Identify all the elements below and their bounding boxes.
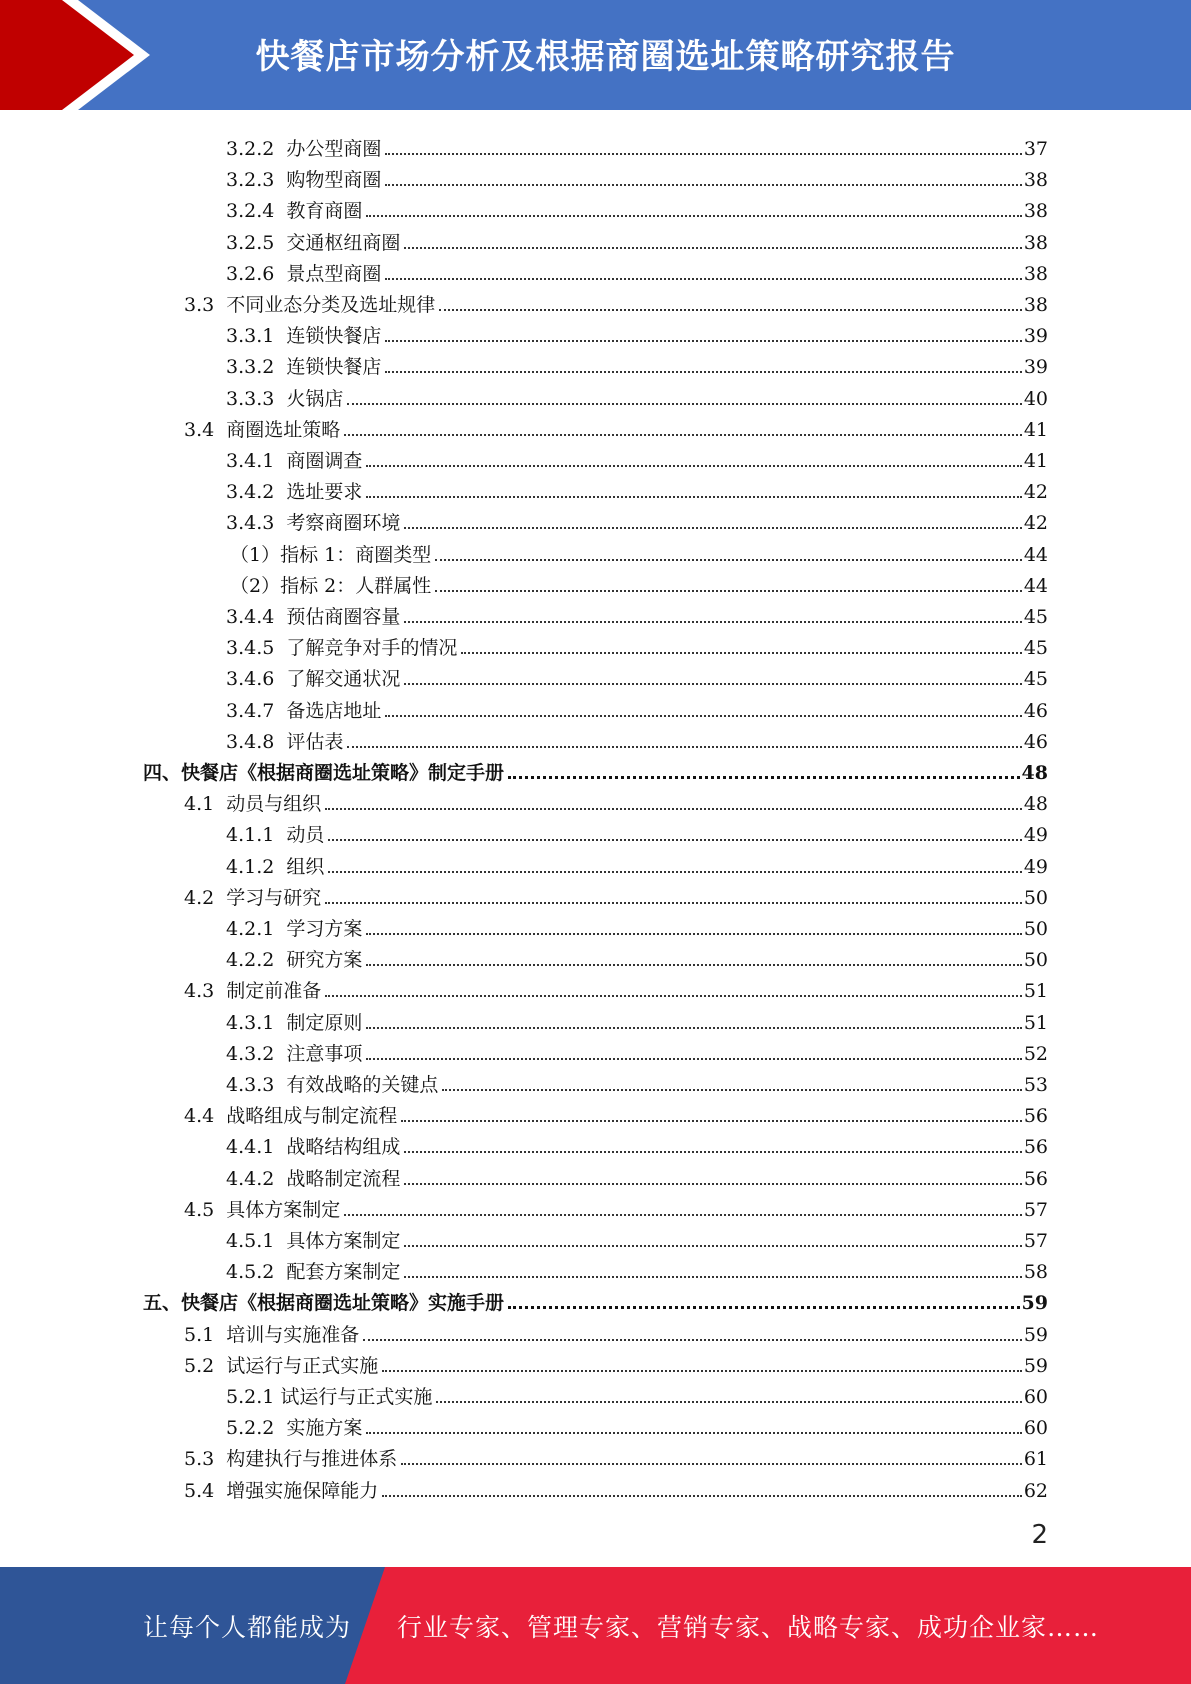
toc-dot-leader (366, 1027, 1021, 1029)
toc-dot-leader (404, 247, 1021, 249)
toc-entry-page: 56 (1023, 1105, 1048, 1128)
toc-entry-page: 44 (1023, 574, 1048, 597)
toc-entry[interactable] (184, 877, 1048, 908)
toc-entry-page: 56 (1023, 1167, 1048, 1190)
toc-entry[interactable] (184, 1189, 1048, 1220)
toc-entry-page: 46 (1023, 730, 1048, 753)
toc-entry[interactable] (226, 1251, 1048, 1282)
toc-entry-label: 4.1 动员与组织 (184, 793, 322, 816)
toc-dot-leader (366, 496, 1021, 498)
toc-dot-leader (347, 403, 1021, 405)
toc-entry[interactable] (226, 190, 1048, 221)
toc-entry-label: 3.3.2 连锁快餐店 (226, 356, 382, 379)
toc-dot-leader (508, 1306, 1020, 1309)
toc-entry[interactable] (184, 409, 1048, 440)
page-number: 2 (1031, 1520, 1048, 1550)
toc-dot-leader (439, 309, 1022, 311)
toc-entry-label: 5.4 增强实施保障能力 (184, 1479, 379, 1502)
toc-dot-leader (344, 434, 1022, 436)
toc-entry-label: 3.4.7 备选店地址 (226, 699, 382, 722)
toc-dot-leader (404, 527, 1021, 529)
toc-entry[interactable] (226, 1220, 1048, 1251)
toc-entry[interactable] (226, 378, 1048, 409)
toc-dot-leader (442, 1089, 1021, 1091)
toc-entry-label: 3.4.4 预估商圈容量 (226, 606, 401, 628)
toc-entry-page: 48 (1023, 793, 1048, 816)
toc-entry[interactable] (226, 1126, 1048, 1157)
toc-entry-label: 4.2.1 学习方案 (226, 918, 363, 940)
toc-entry-label: 3.2.5 交通枢纽商圈 (226, 231, 401, 254)
toc-dot-leader (382, 1370, 1022, 1372)
toc-entry[interactable] (184, 284, 1048, 315)
toc-entry[interactable] (143, 1282, 1048, 1313)
toc-entry-page: 38 (1023, 262, 1048, 285)
toc-entry-page: 41 (1023, 450, 1048, 472)
toc-entry[interactable] (226, 596, 1048, 627)
toc-dot-leader (385, 371, 1021, 373)
toc-entry-label: 3.4.3 考察商圈环境 (226, 512, 401, 535)
toc-entry-page: 37 (1023, 138, 1048, 160)
toc-entry[interactable] (230, 565, 1048, 596)
toc-entry-label: 3.4.2 选址要求 (226, 481, 363, 504)
toc-entry[interactable] (184, 970, 1048, 1001)
toc-entry-label: 4.4.2 战略制定流程 (226, 1167, 401, 1190)
toc-entry-page: 53 (1023, 1074, 1048, 1096)
toc-entry-page: 60 (1023, 1386, 1048, 1408)
toc-entry-label: 5.2.1 试运行与正式实施 (226, 1386, 433, 1408)
toc-entry[interactable] (230, 534, 1048, 565)
toc-entry-page: 45 (1023, 606, 1048, 628)
toc-entry-label: 五、快餐店《根据商圈选址策略》实施手册 (143, 1292, 505, 1315)
toc-entry-label: 3.4.5 了解竞争对手的情况 (226, 637, 458, 660)
toc-entry-page: 48 (1021, 762, 1048, 784)
toc-entry-label: 4.2.2 研究方案 (226, 949, 363, 972)
toc-entry[interactable] (226, 1376, 1048, 1407)
toc-entry-page: 50 (1023, 918, 1048, 940)
toc-entry-page: 62 (1023, 1479, 1048, 1502)
toc-entry-label: 3.2.2 办公型商圈 (226, 138, 382, 160)
toc-entry-label: （2）指标 2：人群属性 (230, 574, 432, 597)
toc-entry-page: 59 (1023, 1323, 1048, 1346)
toc-entry-page: 45 (1023, 668, 1048, 691)
toc-dot-leader (385, 715, 1021, 717)
toc-entry[interactable] (226, 846, 1048, 877)
toc-entry[interactable] (226, 1002, 1048, 1033)
toc-dot-leader (385, 184, 1021, 186)
toc-entry-page: 39 (1023, 325, 1048, 348)
toc-dot-leader (325, 808, 1022, 810)
toc-entry-page: 59 (1021, 1292, 1048, 1315)
toc-entry-label: 4.3.1 制定原则 (226, 1011, 363, 1034)
toc-entry[interactable] (226, 1407, 1048, 1438)
toc-entry-page: 38 (1023, 200, 1048, 223)
toc-entry-page: 42 (1023, 512, 1048, 535)
toc-dot-leader (404, 1276, 1021, 1278)
toc-entry-label: 4.1.2 组织 (226, 855, 325, 878)
toc-entry-label: 3.2.6 景点型商圈 (226, 262, 382, 285)
toc-dot-leader (366, 465, 1021, 467)
toc-entry[interactable] (184, 1095, 1048, 1126)
toc-dot-leader (404, 621, 1021, 623)
toc-dot-leader (508, 776, 1020, 779)
toc-entry[interactable] (226, 908, 1048, 939)
toc-entry[interactable] (226, 471, 1048, 502)
toc-dot-leader (366, 215, 1021, 217)
toc-entry[interactable] (184, 1314, 1048, 1345)
toc-dot-leader (404, 1245, 1021, 1247)
toc-entry[interactable] (226, 690, 1048, 721)
report-title: 快餐店市场分析及根据商圈选址策略研究报告 (255, 36, 956, 77)
toc-entry[interactable] (226, 1033, 1048, 1064)
toc-entry-label: 3.4.8 评估表 (226, 730, 344, 753)
toc-dot-leader (366, 964, 1021, 966)
toc-entry[interactable] (226, 222, 1048, 253)
toc-entry-page: 41 (1023, 418, 1048, 441)
toc-entry-page: 50 (1023, 949, 1048, 972)
toc-entry-page: 42 (1023, 481, 1048, 504)
toc-entry-label: 3.3.3 火锅店 (226, 387, 344, 410)
toc-entry-page: 46 (1023, 699, 1048, 722)
toc-dot-leader (461, 652, 1021, 654)
toc-entry-label: 5.1 培训与实施准备 (184, 1323, 360, 1346)
toc-dot-leader (436, 1401, 1021, 1403)
toc-entry[interactable] (226, 814, 1048, 845)
toc-entry-page: 52 (1023, 1042, 1048, 1065)
toc-entry-label: 四、快餐店《根据商圈选址策略》制定手册 (143, 762, 505, 784)
toc-dot-leader (328, 839, 1021, 841)
toc-entry-page: 38 (1023, 294, 1048, 316)
footer-slogan-left: 让每个人都能成为 (143, 1612, 352, 1642)
toc-dot-leader (385, 153, 1021, 155)
toc-entry-label: 4.5.2 配套方案制定 (226, 1261, 401, 1284)
toc-entry-page: 57 (1023, 1230, 1048, 1252)
toc-entry-label: 3.4.1 商圈调查 (226, 450, 363, 472)
toc-entry[interactable] (226, 253, 1048, 284)
toc-entry-label: 4.3.2 注意事项 (226, 1042, 363, 1065)
toc-entry-page: 56 (1023, 1136, 1048, 1159)
toc-entry-label: 4.5 具体方案制定 (184, 1198, 341, 1221)
toc-dot-leader (366, 933, 1021, 935)
toc-entry[interactable] (226, 346, 1048, 377)
toc-entry-label: 3.2.4 教育商圈 (226, 200, 363, 223)
toc-entry[interactable] (226, 721, 1048, 752)
toc-entry-label: 3.4 商圈选址策略 (184, 418, 341, 441)
toc-dot-leader (366, 1058, 1021, 1060)
toc-entry-page: 40 (1023, 387, 1048, 410)
toc-dot-leader (382, 1495, 1022, 1497)
toc-entry-label: （1）指标 1：商圈类型 (230, 543, 432, 566)
toc-entry[interactable] (226, 502, 1048, 533)
toc-entry[interactable] (184, 1438, 1048, 1469)
toc-entry[interactable] (226, 939, 1048, 970)
toc-entry-page: 44 (1023, 543, 1048, 566)
toc-dot-leader (366, 1432, 1021, 1434)
toc-entry-page: 38 (1023, 169, 1048, 192)
toc-entry-page: 59 (1023, 1354, 1048, 1377)
toc-entry-label: 4.3 制定前准备 (184, 980, 322, 1003)
toc-entry[interactable] (226, 159, 1048, 190)
toc-entry-label: 3.2.3 购物型商圈 (226, 169, 382, 192)
toc-entry-label: 3.4.6 了解交通状况 (226, 668, 401, 691)
toc-dot-leader (328, 871, 1021, 873)
toc-entry-label: 4.1.1 动员 (226, 824, 325, 847)
toc-dot-leader (385, 340, 1021, 342)
toc-dot-leader (435, 559, 1022, 561)
toc-dot-leader (435, 590, 1022, 592)
toc-entry[interactable] (226, 128, 1048, 159)
toc-entry-page: 57 (1023, 1198, 1048, 1221)
toc-entry[interactable] (226, 658, 1048, 689)
toc-entry-page: 60 (1023, 1417, 1048, 1440)
toc-dot-leader (325, 995, 1022, 997)
toc-entry-page: 49 (1023, 824, 1048, 847)
page-header (0, 0, 1191, 110)
toc-entry-label: 4.2 学习与研究 (184, 886, 322, 909)
toc-dot-leader (401, 1463, 1022, 1465)
toc-entry-label: 4.3.3 有效战略的关键点 (226, 1074, 439, 1096)
toc-entry-page: 61 (1023, 1448, 1048, 1471)
toc-entry[interactable] (143, 752, 1048, 783)
toc-dot-leader (347, 746, 1021, 748)
toc-entry-label: 3.3.1 连锁快餐店 (226, 325, 382, 348)
toc-dot-leader (344, 1214, 1022, 1216)
toc-entry[interactable] (226, 1064, 1048, 1095)
toc-entry[interactable] (184, 1470, 1048, 1501)
toc-entry-page: 49 (1023, 855, 1048, 878)
toc-dot-leader (404, 683, 1021, 685)
toc-entry[interactable] (226, 627, 1048, 658)
toc-dot-leader (404, 1183, 1021, 1185)
toc-entry-label: 4.5.1 具体方案制定 (226, 1230, 401, 1252)
toc-entry[interactable] (226, 1158, 1048, 1189)
toc-entry-page: 51 (1023, 1011, 1048, 1034)
toc-entry[interactable] (226, 315, 1048, 346)
toc-entry-label: 4.4 战略组成与制定流程 (184, 1105, 398, 1128)
toc-entry-page: 50 (1023, 886, 1048, 909)
toc-dot-leader (404, 1151, 1021, 1153)
footer-slogan-right: 行业专家、管理专家、营销专家、战略专家、成功企业家…… (397, 1612, 1100, 1642)
toc-dot-leader (385, 278, 1021, 280)
toc-entry-page: 45 (1023, 637, 1048, 660)
toc-entry-page: 39 (1023, 356, 1048, 379)
toc-entry-label: 4.4.1 战略结构组成 (226, 1136, 401, 1159)
toc-entry[interactable] (184, 1345, 1048, 1376)
toc-entry-label: 5.2.2 实施方案 (226, 1417, 363, 1440)
toc-entry-page: 51 (1023, 980, 1048, 1003)
toc-dot-leader (401, 1120, 1022, 1122)
page-footer (0, 1567, 1191, 1684)
toc-entry-label: 5.2 试运行与正式实施 (184, 1354, 379, 1377)
toc-entry-page: 58 (1023, 1261, 1048, 1284)
toc-entry-page: 38 (1023, 231, 1048, 254)
toc-dot-leader (325, 902, 1022, 904)
toc-entry-label: 3.3 不同业态分类及选址规律 (184, 294, 436, 316)
toc-entry[interactable] (226, 440, 1048, 471)
toc-entry-label: 5.3 构建执行与推进体系 (184, 1448, 398, 1471)
toc-dot-leader (363, 1339, 1022, 1341)
toc-entry[interactable] (184, 783, 1048, 814)
